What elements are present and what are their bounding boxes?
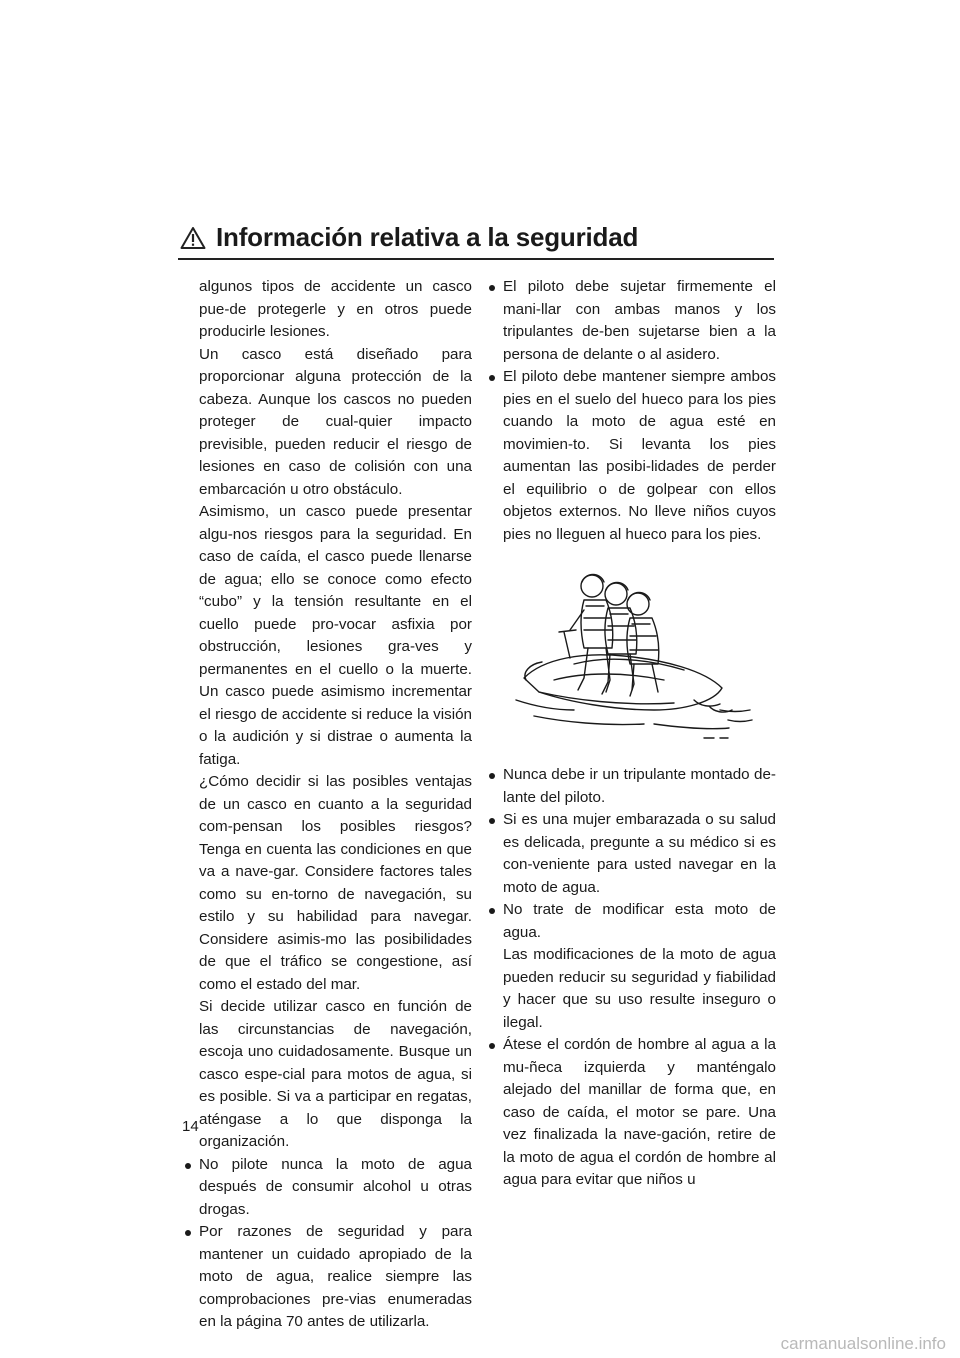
bullet-icon [489,908,495,914]
bullet-text: El piloto debe mantener siempre ambos pies en el suelo del hueco para los pies cuando la moto de agua esté en movimien-to. Si levanta los pies aumentan las posibi-lidades de perder el equilibrio o de golpear con ellos objetos externos. No lleve niños cuyos pies no lleguen al hueco para los pies. [503,368,776,543]
bullet-icon [185,1163,191,1169]
watermark: carmanualsonline.info [780,1334,946,1353]
paragraph: Si decide utilizar casco en función de las circunstancias de navegación, escoja uno cuidadosamente. Busque un casco espe-cial para motos de agua, si es posible. Si va a participar en regatas, aténgase a lo que disponga la organización. [199,998,472,1150]
bullet-item [486,899,776,944]
page-header [178,222,774,260]
bullet-item [486,276,776,366]
page-title: Información relativa a la seguridad [216,222,639,252]
bullet-item [486,764,776,809]
bullet-text: El piloto debe sujetar firmemente el mani-llar con ambas manos y los tripulantes de-ben sujetarse bien a la persona de delante o al asidero. [503,278,776,363]
bullet-icon [489,818,495,824]
bullet-icon [489,1043,495,1049]
bullet-text: Por razones de seguridad y para mantener un cuidado apropiado de la moto de agua, realice siempre las comprobaciones pre-vias enumeradas en la página 70 antes de utilizarla. [199,1223,472,1330]
paragraph: algunos tipos de accidente un casco pue-de protegerle y en otros puede producirle lesiones. [199,278,472,340]
bullet-text: No pilote nunca la moto de agua después de consumir alcohol u otras drogas. [199,1155,472,1218]
bullet-item [182,1154,472,1222]
paragraph: Asimismo, un casco puede presentar algu-nos riesgos para la seguridad. En caso de caída, el casco puede llenarse de agua; ello se conoce como efecto “cubo” y la tensión resultante en el cuello puede pro-vocar asfixia por obstrucción, lesiones gra-ves y permanentes en el cuello o la muerte. Un casco puede asimismo incrementar el riesgo de accidente si reduce la visión o la audición y si distrae o aumenta la fatiga. [199,503,472,768]
bullet-icon [489,773,495,779]
watercraft-drawing [514,560,754,750]
bullet-text: Si es una mujer embarazada o su salud es delicada, pregunte a su médico si es con-veniente para usted navegar en la moto de agua. [503,811,776,896]
three-riders-on-watercraft-illustration [486,560,776,750]
bullet-text: Átese el cordón de hombre al agua a la mu-ñeca izquierda y manténgalo alejado del manillar de forma que, en caso de caída, el motor se pare. Una vez finalizada la nave-gación, retire de la moto de agua el cordón de hombre al agua para evitar que niños u [503,1036,776,1188]
bullet-item [182,1221,472,1334]
bullet-icon [489,285,495,291]
bullet-icon [489,375,495,381]
right-column [486,276,776,1192]
warning-triangle-icon [180,226,206,250]
left-column [182,276,472,1334]
bullet-icon [185,1230,191,1236]
paragraph: Un casco está diseñado para proporcionar alguna protección de la cabeza. Aunque los cascos no pueden proteger de cual-quier impacto previsible, pueden reducir el riesgo de lesiones en caso de colisión con una embarcación u otro obstáculo. [199,345,472,498]
page-number: 14 [182,1118,199,1135]
bullet-item [486,1034,776,1192]
bullet-item [486,366,776,546]
bullet-item [486,809,776,899]
paragraph: Las modificaciones de la moto de agua pueden reducir su seguridad y fiabilidad y hacer que su uso resulte inseguro o ilegal. [503,946,776,1031]
paragraph: ¿Cómo decidir si las posibles ventajas de un casco en cuanto a la seguridad com-pensan los posibles riesgos? Tenga en cuenta las condiciones en que va a nave-gar. Considere factores tales como su en-torno de navegación, su estilo y su habilidad para navegar. Considere asimis-mo las posibilidades de que el tráfico se congestione, así como el estado del mar. [199,773,472,993]
bullet-text: Nunca debe ir un tripulante montado de-lante del piloto. [503,766,776,806]
bullet-text: No trate de modificar esta moto de agua. [503,901,776,941]
